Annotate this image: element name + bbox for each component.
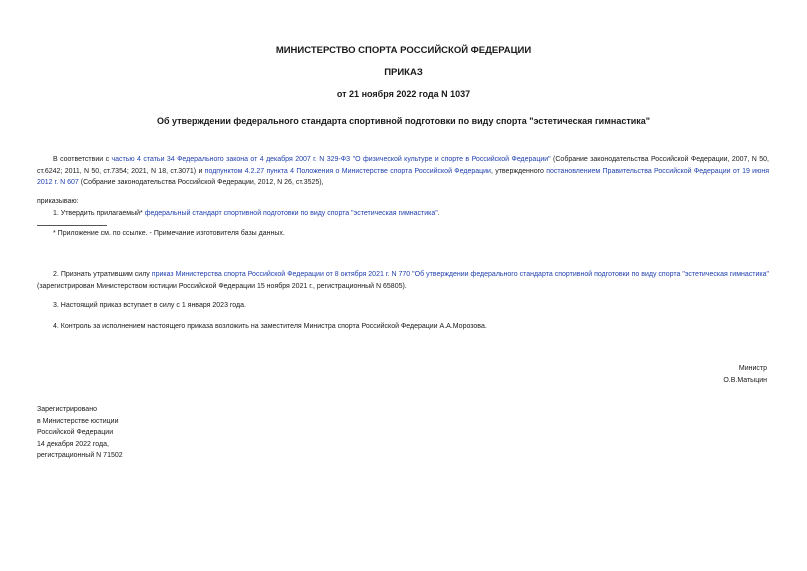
item-1-suffix: . [437,210,440,217]
date-number: от 21 ноября 2022 года N 1037 [336,89,471,99]
document-title: Об утверждении федерального стандарта спортивной подготовки по виду спорта "эстетическая гимнастика" [156,116,651,126]
item-2-suffix: (зарегистрирован Министерством юстиции Российской Федерации 15 ноября 2021 г., регистрационный N 65805). [37,282,407,290]
footnote-divider [37,225,107,226]
signature-block [723,363,767,386]
law-link[interactable]: частью 4 статьи 34 Федерального закона от 4 декабря 2007 г. N 329-ФЗ "О физической культуре и спорте в Российской Федерации" [111,156,551,163]
footnote: * Приложение см. по ссылке. - Примечание изготовителя базы данных. [53,230,285,237]
preamble-text-3: , утвержденного [490,167,547,175]
item-2-prefix: 2. Признать утратившим силу [53,271,152,278]
regulation-link[interactable]: подпунктом 4.2.27 пункта 4 Положения о Министерстве спорта Российской Федерации [204,167,491,175]
ministry-heading: МИНИСТЕРСТВО СПОРТА РОССИЙСКОЙ ФЕДЕРАЦИИ [275,45,532,56]
preamble-paragraph [37,154,769,189]
item-1 [37,208,769,220]
preamble-text-2: (Собрание законодательства Российской Федерации, 2007, N 50, ст.6242; 2011, N 50, ст.7354; 2021, N 18, ст.3071) и [37,156,770,175]
signer-position: Министр [738,365,767,372]
resolution-link[interactable]: постановлением Правительства Российской Федерации от 19 июня 2012 г. N 607 [37,167,770,187]
standard-link[interactable]: федеральный стандарт спортивной подготовки по виду спорта "эстетическая гимнастика" [144,210,438,217]
signer-name: О.В.Матыцин [723,376,767,384]
item-1-prefix: 1. Утвердить прилагаемый* [53,210,145,217]
item-3: 3. Настоящий приказ вступает в силу с 1 января 2023 года. [53,302,246,309]
item-2 [37,269,769,292]
preamble-text-1: В соответствии с [53,156,112,163]
registration-line: 14 декабря 2022 года, [37,440,109,448]
registration-block [37,404,123,462]
order-word: приказываю: [37,198,79,205]
repealed-order-link[interactable]: приказ Министерства спорта Российской Федерации от 8 октября 2021 г. N 770 "Об утверждении федерального стандарта спортивной подготовки по виду спорта "эстетическая гимнастика" [151,271,769,278]
doc-type-heading: ПРИКАЗ [384,67,423,78]
item-4: 4. Контроль за исполнением настоящего приказа возложить на заместителя Министра спорта Российской Федерации А.А.Морозова. [53,323,487,330]
preamble-text-4: (Собрание законодательства Российской Федерации, 2012, N 26, ст.3525), [78,179,324,187]
registration-line: в Министерстве юстиции [37,417,119,425]
registration-line: Российской Федерации [37,429,114,437]
registration-line: регистрационный N 71502 [37,452,123,460]
registration-line: Зарегистрировано [37,406,97,413]
